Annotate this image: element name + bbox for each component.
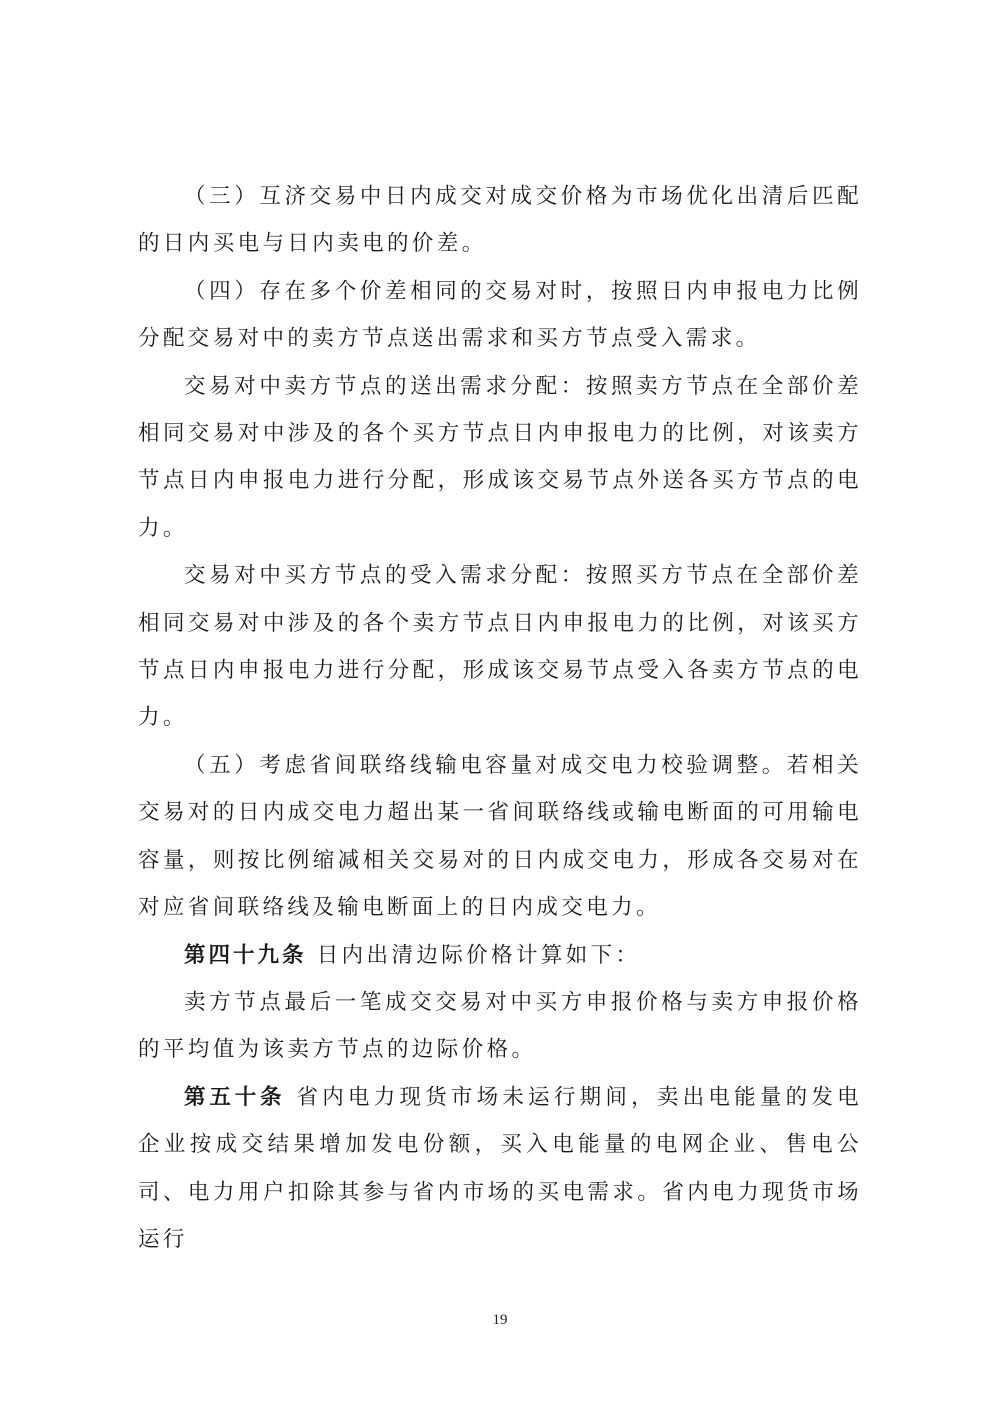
article-50 xyxy=(138,1074,862,1264)
paragraph-section-4: （四）存在多个价差相同的交易对时，按照日内申报电力比例分配交易对中的卖方节点送出需求和买方节点受入需求。 xyxy=(138,278,862,352)
article-49-text: 日内出清边际价格计算如下： xyxy=(316,942,641,968)
page-number: 19 xyxy=(492,1312,508,1328)
paragraph-section-5: （五）考虑省间联络线输电容量对成交电力校验调整。若相关交易对的日内成交电力超出某一省间联络线或输电断面的可用输电容量，则按比例缩减相关交易对的日内成交电力，形成各交易对在对应省间联络线及输电断面上的日内成交电力。 xyxy=(138,752,862,921)
document-body xyxy=(138,173,862,1263)
article-49-body: 卖方节点最后一笔成交交易对中买方申报价格与卖方申报价格的平均值为该卖方节点的边际价格。 xyxy=(138,989,862,1063)
article-50-text: 省内电力现货市场未运行期间，卖出电能量的发电企业按成交结果增加发电份额，买入电能量的电网企业、售电公司、电力用户扣除其参与省内市场的买电需求。省内电力现货市场运行 xyxy=(138,1084,862,1252)
paragraph-buyer-allocation: 交易对中买方节点的受入需求分配：按照买方节点在全部价差相同交易对中涉及的各个卖方节点日内申报电力的比例，对该买方节点日内申报电力进行分配，形成该交易节点受入各卖方节点的电力。 xyxy=(138,563,862,731)
paragraph-seller-allocation: 交易对中卖方节点的送出需求分配：按照卖方节点在全部价差相同交易对中涉及的各个买方节点日内申报电力的比例，对该卖方节点日内申报电力进行分配，形成该交易节点外送各买方节点的电力。 xyxy=(138,373,862,541)
article-49-heading: 第四十九条 xyxy=(184,942,307,968)
paragraph-section-3: （三）互济交易中日内成交对成交价格为市场优化出清后匹配的日内买电与日内卖电的价差。 xyxy=(138,184,862,257)
article-49 xyxy=(138,932,862,979)
article-50-heading: 第五十条 xyxy=(184,1084,286,1110)
